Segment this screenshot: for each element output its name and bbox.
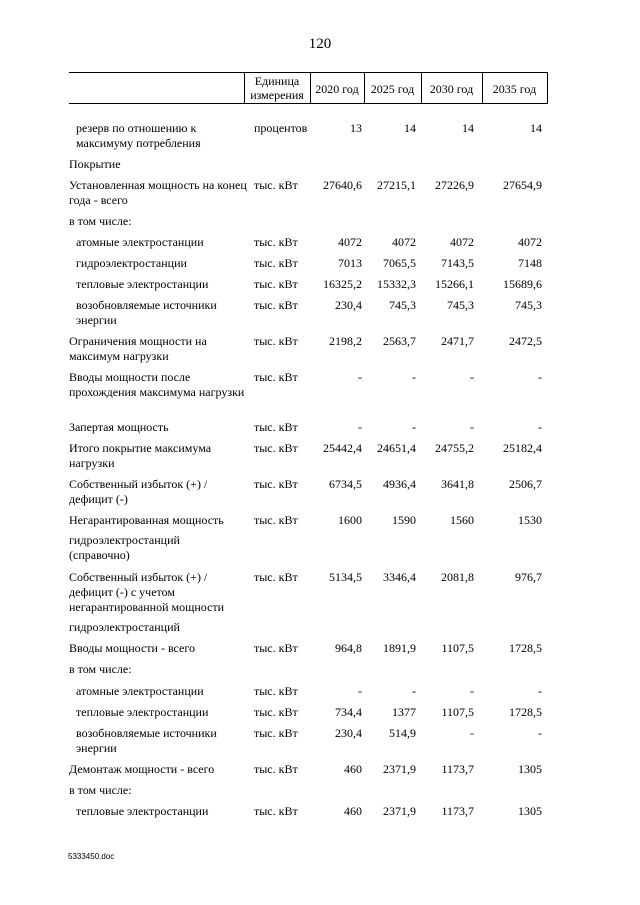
row-label: в том числе: [69,783,132,797]
row-label: тепловые электростанции [76,705,209,719]
value-2020: 5134,5 [329,570,362,584]
value-2035: 1728,5 [509,705,542,719]
value-2020: 1600 [338,513,362,527]
page-number: 120 [308,36,332,52]
value-2035: 15689,6 [503,277,542,291]
row-label: Собственный избыток (+) / дефицит (-) с учетом негарантированной мощности [69,570,225,614]
value-2035: - [538,420,542,434]
value-2020: 230,4 [335,726,362,740]
row-label: гидроэлектростанций (справочно) [69,533,180,562]
row-unit: тыс. кВт [254,513,298,527]
value-2030: - [470,420,474,434]
value-2030: 1173,7 [441,762,474,776]
value-2020: 16325,2 [323,277,362,291]
row-label: Вводы мощности после прохождения максимума нагрузки [69,370,245,399]
row-label: Демонтаж мощности - всего [69,762,215,776]
row-label: тепловые электростанции [76,277,209,291]
value-2025: 14 [404,121,416,135]
value-2025: 7065,5 [383,256,416,270]
row-unit: тыс. кВт [254,235,298,249]
value-2020: 25442,4 [323,441,362,455]
value-2025: 514,9 [389,726,416,740]
value-2030: 24755,2 [435,441,474,455]
header-divider [547,72,548,103]
value-2020: 6734,5 [329,477,362,491]
value-2035: 27654,9 [503,178,542,192]
row-unit: тыс. кВт [254,334,298,348]
value-2025: 27215,1 [377,178,416,192]
value-2035: - [538,726,542,740]
value-2030: 15266,1 [435,277,474,291]
value-2035: 1305 [518,804,542,818]
value-2025: 24651,4 [377,441,416,455]
header-year-2030: 2030 год [429,82,474,96]
header-year-2020: 2020 год [315,82,359,96]
value-2025: - [412,684,416,698]
value-2025: 3346,4 [383,570,416,584]
row-label: в том числе: [69,662,132,676]
row-unit: тыс. кВт [254,477,298,491]
value-2035: 1728,5 [509,641,542,655]
row-label: атомные электростанции [76,235,204,249]
row-unit: тыс. кВт [254,726,298,740]
footer-filename: 5333450.doc [68,852,115,861]
value-2025: 4072 [392,235,416,249]
value-2035: - [538,684,542,698]
row-unit: тыс. кВт [254,298,298,312]
value-2020: - [358,684,362,698]
row-label: атомные электростанции [76,684,204,698]
row-label: Ограничения мощности на максимум нагрузки [69,334,207,363]
row-label: возобновляемые источники энергии [76,298,217,327]
value-2035: 7148 [518,256,542,270]
value-2035: 2472,5 [509,334,542,348]
row-unit: тыс. кВт [254,370,298,384]
value-2030: 3641,8 [441,477,474,491]
value-2035: 976,7 [515,570,542,584]
value-2035: 25182,4 [503,441,542,455]
value-2025: 1377 [392,705,416,719]
row-label: резерв по отношению к максимуму потребления [76,121,201,150]
value-2030: 7143,5 [441,256,474,270]
row-label: Собственный избыток (+) / дефицит (-) [69,477,208,506]
value-2035: 1305 [518,762,542,776]
row-label: Покрытие [69,157,121,171]
row-unit: тыс. кВт [254,178,298,192]
value-2030: 1560 [450,513,474,527]
value-2020: 2198,2 [329,334,362,348]
value-2025: - [412,420,416,434]
value-2025: 2371,9 [383,804,416,818]
value-2035: 14 [530,121,542,135]
row-unit: тыс. кВт [254,441,298,455]
value-2020: - [358,370,362,384]
value-2020: - [358,420,362,434]
value-2020: 460 [344,762,362,776]
value-2020: 27640,6 [323,178,362,192]
value-2030: - [470,726,474,740]
header-year-2025: 2025 год [370,82,415,96]
row-unit: тыс. кВт [254,256,298,270]
value-2035: 1530 [518,513,542,527]
value-2030: - [470,684,474,698]
value-2025: 1590 [392,513,416,527]
value-2030: - [470,370,474,384]
value-2030: 2471,7 [441,334,474,348]
row-label: возобновляемые источники энергии [76,726,217,755]
value-2030: 1107,5 [441,641,474,655]
row-unit: тыс. кВт [254,705,298,719]
value-2025: - [412,370,416,384]
row-label: Итого покрытие максимума нагрузки [69,441,212,470]
row-unit: тыс. кВт [254,570,298,584]
header-top-rule [69,72,548,73]
row-unit: процентов [254,121,308,135]
row-unit: тыс. кВт [254,277,298,291]
value-2020: 230,4 [335,298,362,312]
value-2035: 2506,7 [509,477,542,491]
row-unit: тыс. кВт [254,420,298,434]
row-unit: тыс. кВт [254,641,298,655]
value-2020: 13 [350,121,362,135]
value-2030: 4072 [450,235,474,249]
value-2030: 27226,9 [435,178,474,192]
row-unit: тыс. кВт [254,684,298,698]
row-unit: тыс. кВт [254,762,298,776]
header-bottom-rule [69,103,548,104]
value-2035: - [538,370,542,384]
value-2030: 2081,8 [441,570,474,584]
header-unit: Единица измерения [250,74,304,102]
value-2025: 745,3 [389,298,416,312]
row-label: тепловые электростанции [76,804,209,818]
value-2025: 15332,3 [377,277,416,291]
value-2025: 4936,4 [383,477,416,491]
value-2030: 1107,5 [441,705,474,719]
row-label: Вводы мощности - всего [69,641,195,655]
row-label: гидроэлектростанции [76,256,187,270]
value-2025: 2563,7 [383,334,416,348]
value-2030: 1173,7 [441,804,474,818]
value-2030: 14 [462,121,474,135]
row-label: Негарантированная мощность [69,513,224,527]
value-2020: 4072 [338,235,362,249]
value-2020: 460 [344,804,362,818]
value-2030: 745,3 [447,298,474,312]
row-label: гидроэлектростанций [69,620,180,634]
row-label: Запертая мощность [69,420,169,434]
value-2035: 4072 [518,235,542,249]
value-2020: 7013 [338,256,362,270]
value-2025: 1891,9 [383,641,416,655]
row-label: в том числе: [69,214,132,228]
value-2025: 2371,9 [383,762,416,776]
header-year-2035: 2035 год [492,82,537,96]
value-2020: 964,8 [335,641,362,655]
row-label: Установленная мощность на конец года - всего [69,178,247,207]
value-2020: 734,4 [335,705,362,719]
value-2035: 745,3 [515,298,542,312]
row-unit: тыс. кВт [254,804,298,818]
